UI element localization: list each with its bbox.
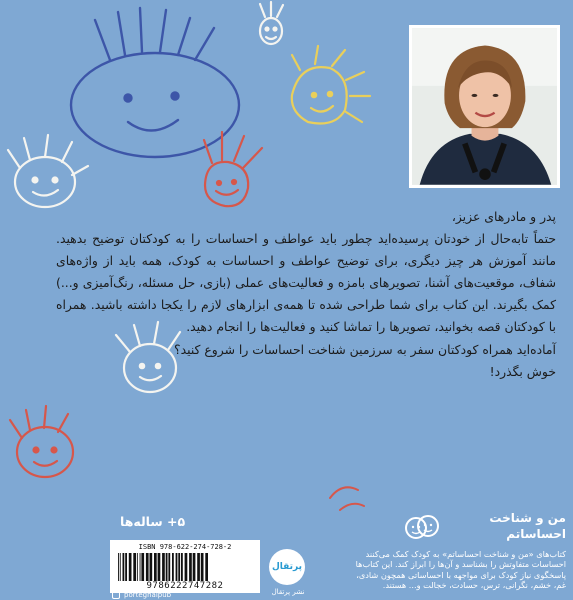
blurb-line: غم، خشم، نگرانی، ترس، حسادت، خجالت و... هستند.: [382, 579, 566, 590]
age-badge: ۵+ ساله‌ها: [120, 514, 186, 529]
closing-line: خوش بگذرد!: [489, 363, 556, 379]
publisher-logo: [269, 549, 305, 585]
barcode-digits: 9786222747282: [146, 581, 224, 591]
barcode-bar: [141, 553, 144, 581]
series-blurb: [316, 549, 566, 590]
barcode-bar: [181, 553, 183, 581]
barcode-bar: [205, 553, 208, 581]
social-handle: [112, 591, 171, 599]
barcode-bar: [189, 553, 192, 581]
barcode-bar: [172, 553, 174, 581]
barcode-bar: [201, 553, 204, 581]
red-sketch-doodle: [330, 487, 364, 510]
publisher-logo-text: پرتقال: [271, 562, 303, 572]
barcode-bar: [185, 553, 188, 581]
barcode-bar: [162, 553, 165, 581]
barcode-bar: [178, 553, 180, 581]
author-photo: [409, 25, 560, 188]
barcode-bar: [118, 553, 119, 581]
isbn-barcode: [110, 540, 260, 593]
social-handle-text: porteghalpub: [124, 591, 172, 599]
series-title-line1: من و شناخت: [489, 511, 566, 525]
yellow-face-doodle: [292, 46, 370, 124]
barcode-bar: [154, 553, 157, 581]
publisher-name: نشر پرتقال: [271, 588, 305, 596]
back-cover-text: [56, 206, 556, 383]
series-title: [438, 510, 566, 542]
blurb-line: احساسات متفاوتش را بشناسد و آن‌ها را ابراز کند. این کتاب‌ها: [355, 559, 566, 570]
instagram-icon: [112, 591, 120, 599]
barcode-bar: [150, 553, 153, 581]
barcode-bar: [176, 553, 178, 581]
isbn-number: ISBN 978-622-274-728-2: [138, 543, 232, 551]
barcode-bar: [197, 553, 200, 581]
red-face-bottom-doodle: [10, 406, 73, 477]
barcode-bar: [166, 553, 168, 581]
barcode-bar: [129, 553, 132, 581]
barcode-bar: [158, 553, 161, 581]
barcode-bar: [120, 553, 121, 581]
barcode-bar: [125, 553, 127, 581]
intro-paragraph: حتماً تابه‌حال از خودتان پرسیده‌اید چطور باید عواطف و احساسات را به کودکتان توضیح بدهید. مانند آموزش هر چیز دیگری، برای توضیح عواطف و احساسات به کودک، همه باید از واژه‌های شفاف، موقعیت‌های آشنا، تصویرهای بامزه و فعالیت‌های عملی (بازی، حل مسئله، رنگ‌آمیزی و...) کمک بگیرند. این کتاب برای شما طراحی شده تا همه‌ی ابزارهای لازم را یکجا داشته باشید. همراه با کودکتان قصه بخوانید، تصویرها را تماشا کنید و فعالیت‌ها را انجام دهید.: [56, 231, 556, 335]
series-title-line2: احساساتم: [506, 527, 566, 541]
blurb-line: کتاب‌های «من و شناخت احساساتم» به کودک کمک می‌کنند: [365, 549, 566, 559]
author-portrait-image: [412, 28, 557, 185]
two-faces-logo-icon: [404, 512, 440, 542]
question-line: آماده‌اید همراه کودکتان سفر به سرزمین شناخت احساسات را شروع کنید؟: [174, 341, 556, 357]
barcode-bar: [133, 553, 136, 581]
barcode-bar: [137, 553, 138, 581]
barcode-bars: [116, 553, 254, 581]
barcode-bar: [123, 553, 125, 581]
barcode-bar: [168, 553, 170, 581]
greeting-line: پدر و مادرهای عزیز،: [451, 209, 556, 224]
white-face-left-doodle: [8, 135, 88, 207]
barcode-bar: [146, 553, 149, 581]
white-face-doodle: [260, 2, 283, 44]
blue-face-doodle: [71, 8, 239, 157]
barcode-bar: [193, 553, 196, 581]
barcode-bar: [140, 553, 141, 581]
blurb-line: پاسخگوی نیاز کودک برای مواجهه با احساساتی همچون شادی،: [356, 569, 566, 580]
